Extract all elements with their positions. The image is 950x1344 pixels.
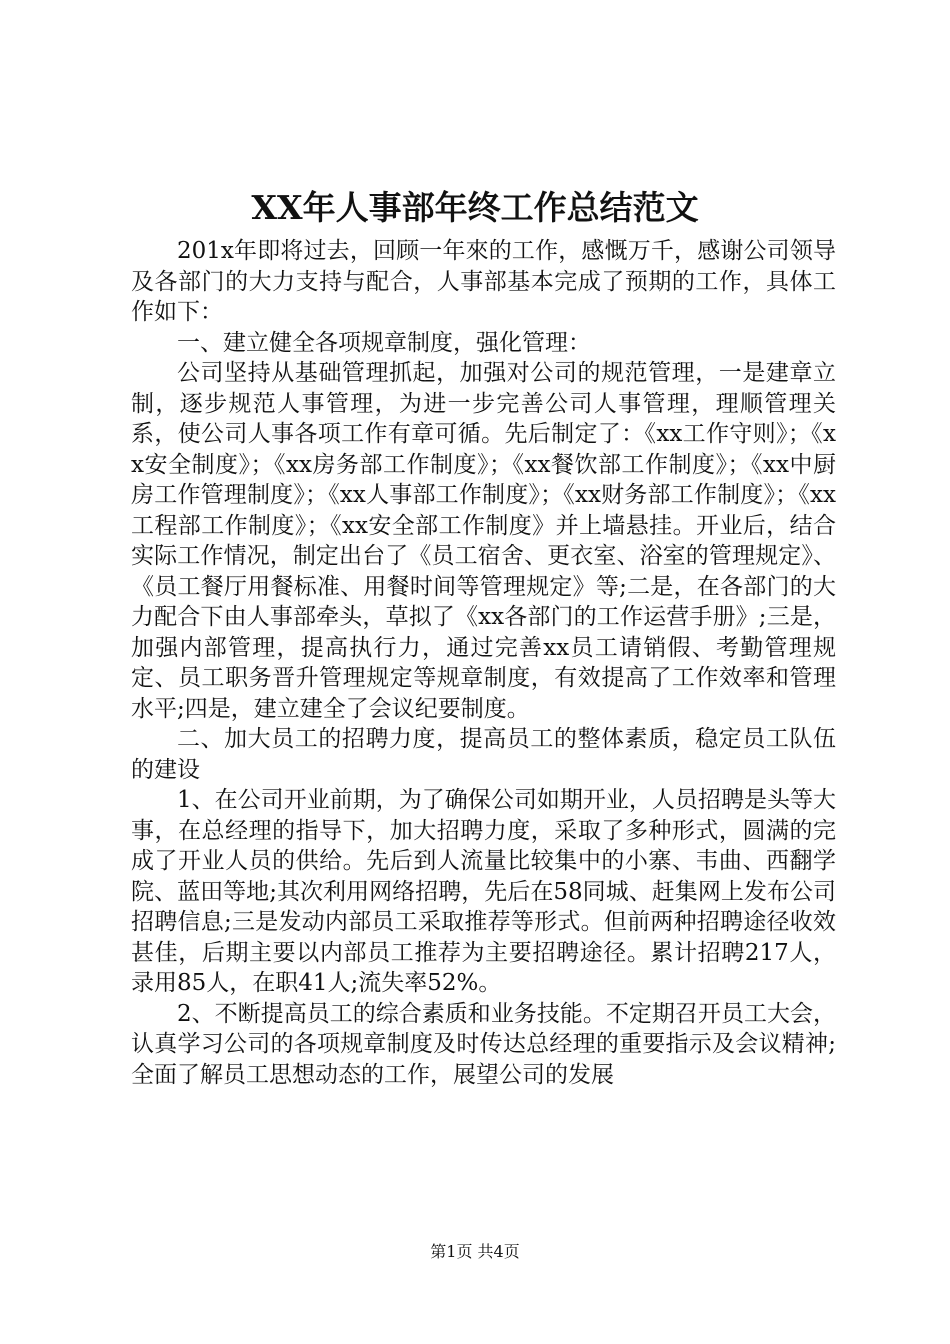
section-heading-1: 一、建立健全各项规章制度，强化管理： — [177, 329, 591, 356]
section-heading-2: 二、加大员工的招聘力度，提高员工的整体素质，稳定员工队伍的建设 — [131, 726, 836, 783]
page-footer: 第1页 共4页 — [430, 1242, 520, 1261]
document-body — [131, 236, 836, 1090]
document-title: XX年人事部年终工作总结范文 — [251, 188, 699, 227]
paragraph-regulations: 公司坚持从基础管理抓起，加强对公司的规范管理，一是建章立制，逐步规范人事管理，为进一步完善公司人事管理，理顺管理关系，使公司人事各项工作有章可循。先后制定了：《xx工作守则》；《xx安全制度》；《xx房务部工作制度》；《xx餐饮部工作制度》；《xx中厨房工作管理制度》；《xx人事部工作制度》；《xx财务部工作制度》；《xx工程部工作制度》；《xx安全部工作制度》并上墙悬挂。开业后，结合实际工作情况，制定出台了《员工宿舍、更衣室、浴室的管理规定》、《员工餐厅用餐标准、用餐时间等管理规定》等;二是，在各部门的大力配合下由人事部牵头，草拟了《xx各部门的工作运营手册》;三是，加强内部管理，提高执行力，通过完善xx员工请销假、考勤管理规定、员工职务晋升管理规定等规章制度，有效提高了工作效率和管理水平;四是，建立建全了会议纪要制度。 — [131, 360, 836, 722]
paragraph-training: 2、不断提高员工的综合素质和业务技能。不定期召开员工大会，认真学习公司的各项规章制度及时传达总经理的重要指示及会议精神;全面了解员工思想动态的工作，展望公司的发展 — [131, 1000, 836, 1088]
paragraph-intro: 201x年即将过去，回顾一年來的工作，感慨万千，感谢公司领导及各部门的大力支持与配合，人事部基本完成了预期的工作，具体工作如下： — [131, 238, 836, 325]
paragraph-recruitment: 1、在公司开业前期，为了确保公司如期开业，人员招聘是头等大事，在总经理的指导下，加大招聘力度，采取了多种形式，圆满的完成了开业人员的供给。先后到人流量比较集中的小寨、韦曲、西翻学院、蓝田等地;其次利用网络招聘，先后在58同城、赶集网上发布公司招聘信息;三是发动内部员工采取推荐等形式。但前两种招聘途径收效甚佳，后期主要以内部员工推荐为主要招聘途径。累计招聘217人，录用85人，在职41人;流失率52%。 — [131, 787, 836, 996]
